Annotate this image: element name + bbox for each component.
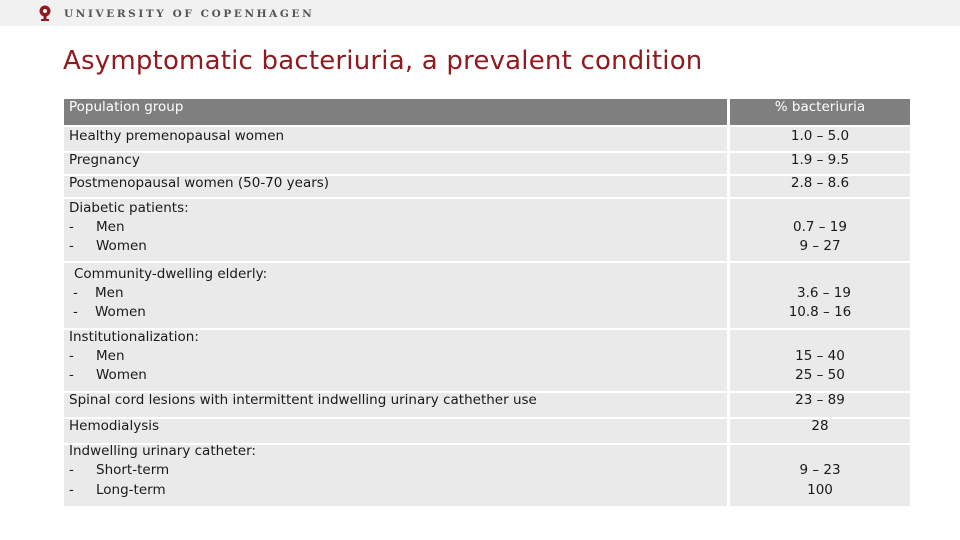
row-value-men: 15 – 40 <box>795 348 845 364</box>
sub-label-long-term: Long-term <box>96 482 166 498</box>
university-name: UNIVERSITY OF COPENHAGEN <box>64 8 315 20</box>
column-header-percent: % bacteriuria <box>774 99 866 115</box>
row-value-short-term: 9 – 23 <box>799 462 841 478</box>
crown-seal-icon <box>37 4 53 22</box>
sub-label-short-term: Short-term <box>96 462 170 478</box>
list-dash: - <box>69 219 74 235</box>
row-value-men: 3.6 – 19 <box>797 285 851 301</box>
row-value-long-term: 100 <box>807 482 833 498</box>
table-row <box>64 393 910 417</box>
table-row <box>64 127 910 151</box>
row-value-women: 9 – 27 <box>799 238 841 254</box>
row-label: Postmenopausal women (50-70 years) <box>69 175 330 191</box>
row-label: Institutionalization: <box>69 329 199 345</box>
list-dash: - <box>73 304 78 320</box>
sub-label-men: Men <box>96 219 125 235</box>
sub-label-men: Men <box>96 348 125 364</box>
list-dash: - <box>69 238 74 254</box>
row-label: Community-dwelling elderly: <box>74 266 268 282</box>
table-row <box>64 263 910 328</box>
header-cell-population <box>64 99 727 125</box>
row-value: 1.0 – 5.0 <box>790 128 850 144</box>
top-bar <box>0 0 960 26</box>
list-dash: - <box>69 462 74 478</box>
table-row <box>64 330 910 391</box>
row-value-women: 10.8 – 16 <box>788 304 852 320</box>
column-header-population: Population group <box>69 99 184 115</box>
row-label: Spinal cord lesions with intermittent indwelling urinary cathether use <box>69 392 537 408</box>
row-label: Diabetic patients: <box>69 200 189 216</box>
list-dash: - <box>69 367 74 383</box>
list-dash: - <box>69 348 74 364</box>
row-value: 28 <box>811 418 829 434</box>
row-label: Healthy premenopausal women <box>69 128 285 144</box>
slide-title: Asymptomatic bacteriuria, a prevalent condition <box>63 46 703 76</box>
row-label: Pregnancy <box>69 152 140 168</box>
table-header-row <box>64 99 910 125</box>
list-dash: - <box>73 285 78 301</box>
row-label: Indwelling urinary catheter: <box>69 443 256 459</box>
row-value: 1.9 – 9.5 <box>790 152 850 168</box>
table-row <box>64 419 910 443</box>
row-value-women: 25 – 50 <box>795 367 845 383</box>
header-cell-percent <box>730 99 910 125</box>
sub-label-women: Women <box>96 238 147 254</box>
row-value: 23 – 89 <box>795 392 845 408</box>
row-value: 2.8 – 8.6 <box>790 175 850 191</box>
row-value-men: 0.7 – 19 <box>793 219 847 235</box>
sub-label-men: Men <box>95 285 124 301</box>
table-row <box>64 176 910 197</box>
sub-label-women: Women <box>95 304 146 320</box>
row-label: Hemodialysis <box>69 418 160 434</box>
table-row <box>64 153 910 174</box>
list-dash: - <box>69 482 74 498</box>
table-row <box>64 199 910 261</box>
table-row <box>64 445 910 506</box>
sub-label-women: Women <box>96 367 147 383</box>
